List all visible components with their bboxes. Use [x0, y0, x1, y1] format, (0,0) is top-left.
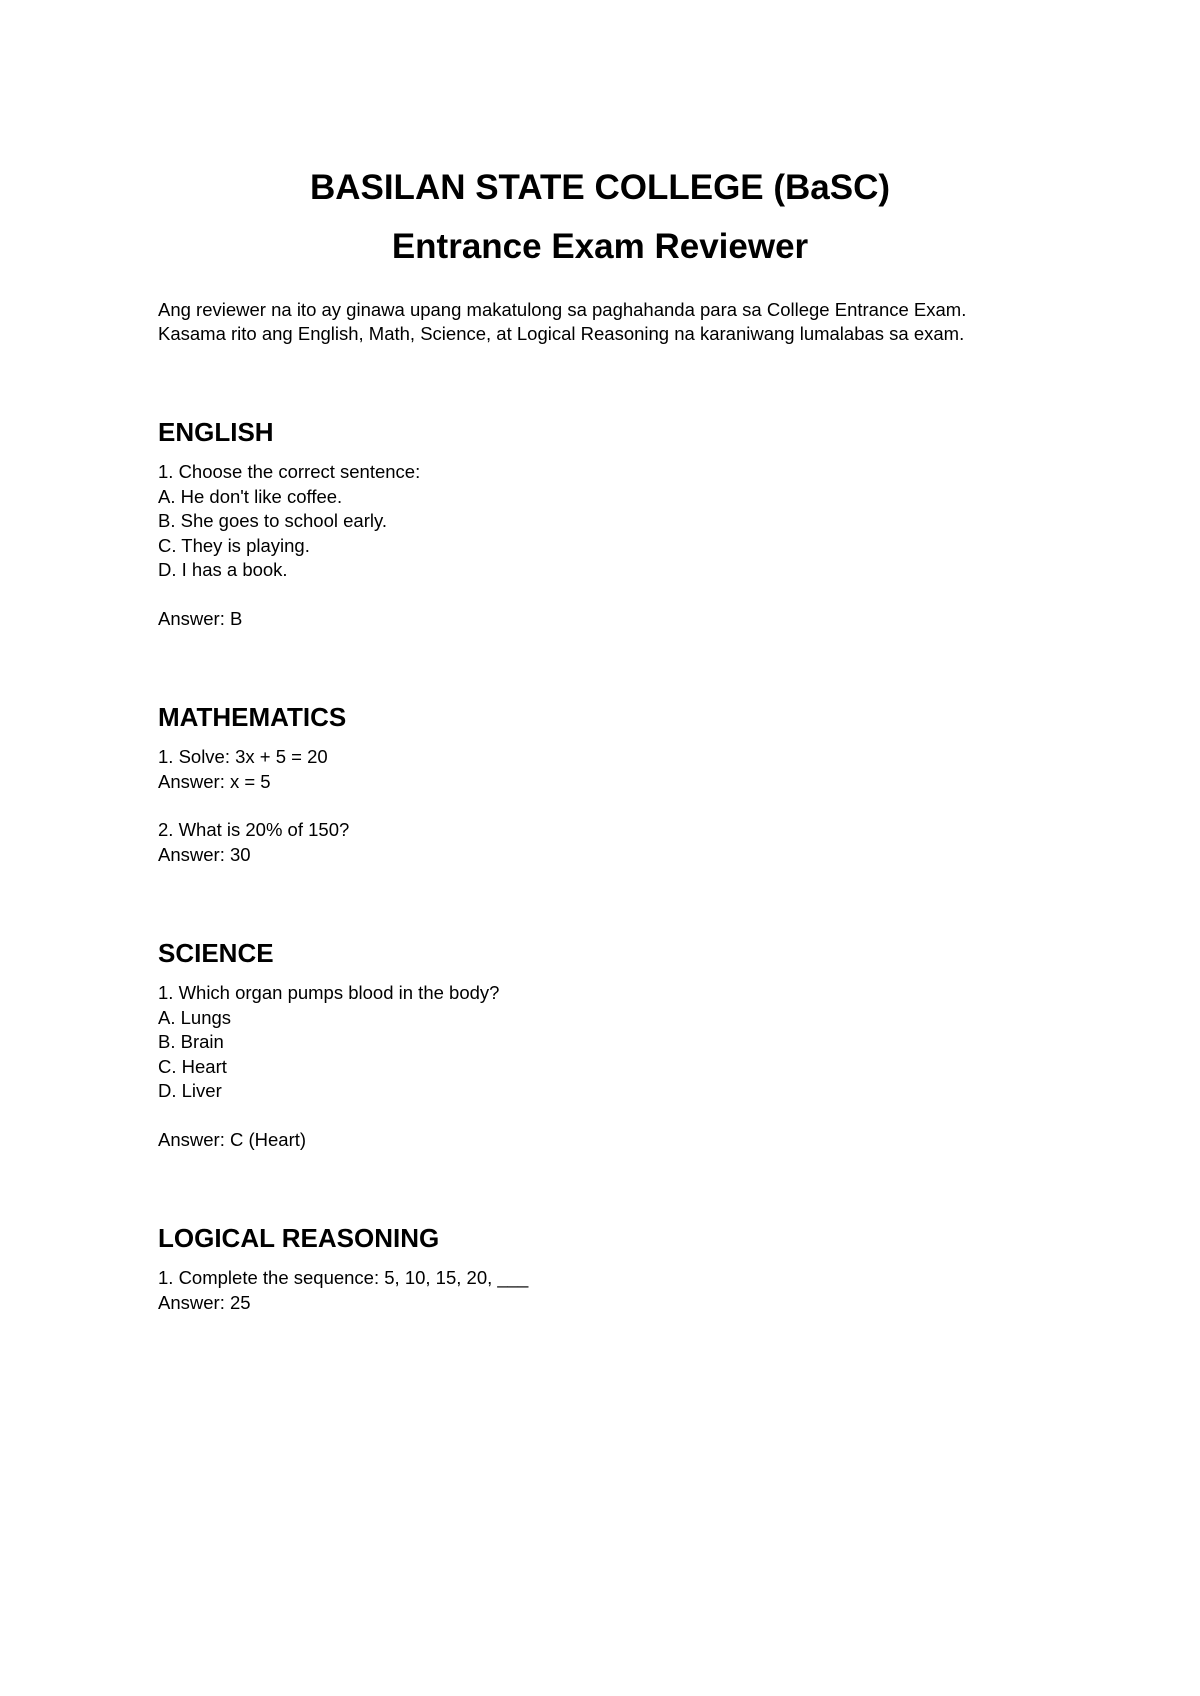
science-answer: Answer: C (Heart) [158, 1128, 307, 1150]
section-logical-reasoning [158, 1223, 1058, 1315]
section-heading-logical-reasoning: LOGICAL REASONING [158, 1223, 440, 1253]
math-answer-2: Answer: 30 [158, 843, 251, 865]
intro-line-2: Kasama rito ang English, Math, Science, at Logical Reasoning na karaniwang lumalabas sa exam. [158, 323, 965, 344]
logic-question-1: 1. Complete the sequence: 5, 10, 15, 20, ___ [158, 1267, 529, 1288]
science-option-d: D. Liver [158, 1080, 222, 1101]
english-option-d: D. I has a book. [158, 559, 288, 580]
science-option-c: C. Heart [158, 1055, 227, 1077]
math-question-2: 2. What is 20% of 150? [158, 819, 350, 840]
logic-answer-1: Answer: 25 [158, 1291, 251, 1313]
english-option-b: B. She goes to school early. [158, 510, 387, 531]
science-question-1: 1. Which organ pumps blood in the body? [158, 982, 500, 1003]
section-science [158, 938, 1058, 1152]
science-option-a: A. Lungs [158, 1006, 232, 1028]
section-english [158, 417, 1058, 631]
intro-line-1: Ang reviewer na ito ay ginawa upang makatulong sa paghahanda para sa College Entrance Exam. [158, 299, 967, 320]
section-heading-mathematics: MATHEMATICS [158, 702, 347, 732]
section-heading-science: SCIENCE [158, 938, 274, 968]
document-title [0, 158, 1200, 276]
section-heading-english: ENGLISH [158, 417, 274, 447]
science-option-b: B. Brain [158, 1031, 224, 1052]
english-question-1: 1. Choose the correct sentence: [158, 461, 421, 482]
english-option-a: A. He don't like coffee. [158, 485, 343, 507]
english-answer: Answer: B [158, 607, 243, 629]
intro-paragraph [158, 298, 1058, 346]
title-college-name: BASILAN STATE COLLEGE (BaSC) [309, 168, 891, 207]
math-answer-1: Answer: x = 5 [158, 770, 271, 792]
document-content [158, 298, 1058, 1315]
section-mathematics [158, 702, 1058, 867]
math-question-1: 1. Solve: 3x + 5 = 20 [158, 746, 328, 767]
title-subtitle: Entrance Exam Reviewer [391, 227, 809, 266]
english-option-c: C. They is playing. [158, 534, 310, 556]
